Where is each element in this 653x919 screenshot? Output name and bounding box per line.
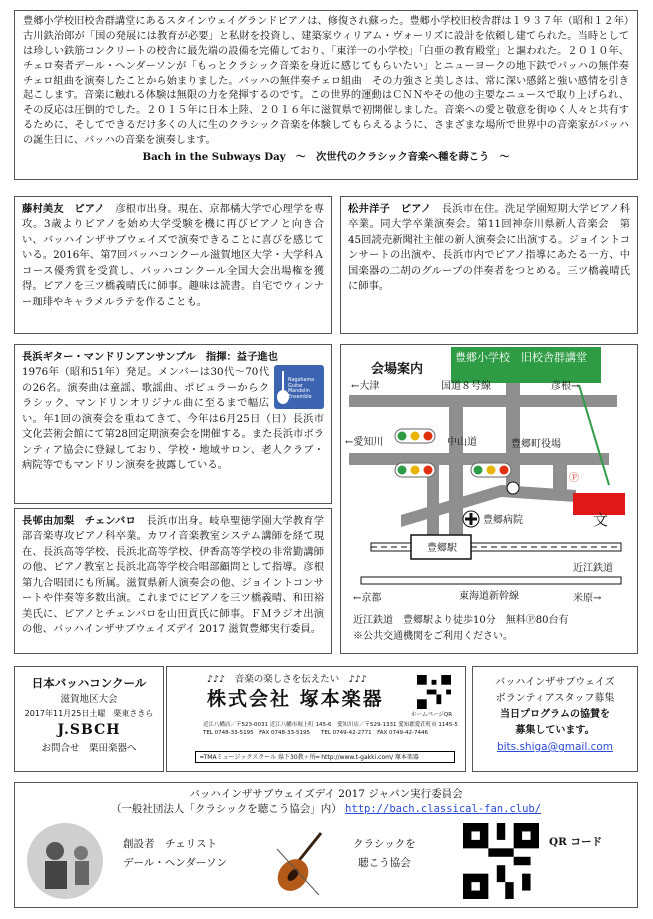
sponsor-contact: お問合せ 栗田楽器へ [41,742,137,754]
performer-name: 藤村美友 ピアノ [22,203,105,215]
sponsor-bach-concours [14,666,164,772]
venue-map [340,344,638,654]
performer-bio: 長浜市在住。洗足学園短期大学ピアノ科卒業。同大学卒業演奏会。第11回神奈川県新人音楽会 第45回読売新聞社主催の新人演奏会に出演する。ジョイントコンサートの出演や、長浜市内でピアノ指導にあたる一方、中国楽器の二胡のグループの伴奏者をつとめる。三ツ橋義晴氏に師事。 [348,203,630,293]
sponsor-phone: TEL 0748-33-5195 FAX 0748-33-5195 TEL 0749-42-2771 FAX 0749-42-7446 [203,730,429,737]
volunteer-line: ボランティアスタッフ募集 [495,693,615,704]
performer-ensemble [14,344,332,504]
map-note: ※公共交通機関をご利用ください。 [353,631,513,642]
sponsor-title: 日本バッハコンクール [31,676,147,690]
traffic-light-icon [395,463,435,477]
hospital-icon [463,511,479,527]
map-label-hikone: 彦根→ [551,381,580,392]
map-label-route8: 国道８号線 [441,381,491,392]
sponsor-qr-label: ホームページQR [411,712,453,718]
committee-url-link[interactable]: http://bach.classical-fan.club/ [345,803,542,816]
performer-name: 松井洋子 ピアノ [348,203,432,215]
sponsor-tsukamoto [166,666,466,772]
qr-code-icon [417,675,451,709]
map-label-omi-rail: 近江鉄道 [573,563,613,574]
sponsor-school-bar: ━TMAミュージックスクール 県下30教ヶ所━ http://www.t-gakki.com/ 塚本楽器 [195,751,455,763]
performer-bio: 彦根市出身。現在、京都橘大学で心理学を専攻。3歳よりピアノを始め大学受験を機に再びピアノと向き合い、バッハインザサブウェイズで演奏できることに喜びを感じている。2016年、第7回バッハコンクール滋賀地区大学・大学科Ａコース優秀賞を受賞し、バッハコンクール全国大会出場権を獲得。ピアノを三ツ橋義晴氏に師事。趣味は読書。自宅でウィンナー珈琲やキャラメルラテを作ることも。 [22,203,325,308]
committee-org: （一般社団法人「クラシックを聴こう協会」内） [110,803,342,816]
volunteer-line: 当日プログラムの協賛を [500,709,610,720]
volunteer-line: バッハインザサブウェイズ [495,677,615,688]
map-label-otsu: ←大津 [351,381,380,392]
performer-name: 長邨由加梨 チェンバロ [22,515,136,527]
sponsor-tagline: ♪♪♪ 音楽の楽しさを伝えたい ♪♪♪ [207,674,367,685]
performer-nagahara [14,508,332,654]
founder-name: デール・ヘンダーソン [123,856,227,869]
map-label-maibara: 米原→ [573,593,602,604]
founder-photo [25,821,105,901]
map-label-station: 豊郷駅 [427,543,457,554]
sponsor-logo: J.SBCH [57,721,121,738]
map-access: 近江鉄道 豊郷駅より徒歩10分 無料Ⓟ80台有 [353,615,569,626]
contact-email-link[interactable]: bits.shiga@gmail.com [496,741,614,753]
performer-name: 長浜ギター・マンドリンアンサンブル 指揮：益子進也 [22,351,278,363]
map-label-shinkansen: 東海道新幹線 [459,591,519,602]
traffic-light-icon [471,463,511,477]
performer-bio: 長浜市出身。岐阜聖徳学園大学教育学部音楽専攻ピアノ科卒業。カワイ音楽教室システム講師を経て現在、長浜高等学校、長浜北高等学校、伊香高等学校の非常勤講師の他、ピアノ教室と長浜北高等学校合唱部顧問として指導。彦根第九合唱団にも所属。滋賀県新人演奏会の他、ジョイントコンサートや伴奏等多数出演。これまでにピアノを三ツ橋義晴、和田裕美氏に、ピアノとチェンバロを山田貢氏に師事。ＦＭラジオ出演の他、バッハインザサブウェイズデイ 2017 滋賀豊郷実行委員。 [22,515,325,636]
performer-matsui [340,196,638,334]
parking-icon: Ⓟ [569,473,579,484]
sponsor-address: 近江八幡店／〒523-0031 近江八幡市堀上町 145-6 愛知川店／〒529-1331 愛知郡愛荘町市 1145-5 [203,722,458,728]
violin-icon [269,829,329,899]
footer-committee [14,782,638,908]
ensemble-logo-text: Nagahama Guitar Mandolin Ensemble [288,378,315,400]
map-label-kyoto: ←京都 [353,593,382,604]
map-label-aichigawa: ←愛知川 [345,437,384,448]
traffic-light-icon [395,429,435,443]
venue-label: 豊郷小学校 旧校舎群講堂 [455,351,587,364]
association-name: クラシックを [353,838,416,850]
map-drawing [341,345,636,652]
map-heading: 会場案内 [371,362,424,377]
association-name: 聴こう協会 [358,856,411,869]
performer-bio: 1976年（昭和51年）発足。メンバーは30代～70代の26名。演奏曲は童謡、歌謡曲、ポピュラーからクラシック、マンドリンオリジナル曲に至るまで幅広い。年1回の演奏会を重ねてきて、今年は6月25日（日）長浜市文化芸術会館にて第28回定期演奏会を開催する。また長浜市ボランティア協会に登録しており、学校・地域サロン、老人クラブ・病院等でもマンドリン演奏を披露している。 [22,366,324,472]
volunteer-box [472,666,638,772]
founder-title: 創設者 チェリスト [123,838,217,850]
map-label-hospital: 豊郷病院 [483,515,523,526]
intro-tagline: Bach in the Subways Day ～ 次世代のクラシック音楽へ種を蒔こう ～ [142,151,510,164]
sponsor-date: 2017年11月25日土曜 栗東さきら [24,708,154,718]
ensemble-logo [274,365,324,409]
map-label-town-office: 豊郷町役場 [511,439,561,450]
qr-label: QR コード [549,836,603,848]
intro-paragraph: 豊郷小学校旧校舎群講堂にあるスタインウェイグランドピアノは、修復され蘇った。豊郷小学校旧校舎群は１９３７年（昭和１２年）古川鉄治郎が「国の発展には教育が必要」と私財を投資し、建築家ウィリアム・ヴォーリズに設計を依頼し建てられた。当時としては珍しい鉄筋コンクリートの校舎に最先端の設備を完備しており、「東洋一の小学校」「白亜の教育殿堂」と謳われた。２０１０年、チェロ奏者デール・ヘンダーソンが「もっとクラシック音楽を身近に感じてもらいたい」とニューヨークの地下鉄でバッハの無伴奏チェロ組曲を演奏したことから始まりました。バッハの無伴奏チェロ組曲 その力強さと美しさは、常に深い感銘と強い感情を引き起こします。音楽に触れる体験は無限の力を発揮するのです。この世界的運動はＣＮＮやその他の主要なニュースで取り上げられ、その反応は圧倒的でした。２０１５年に日本上陸、２０１６年に滋賀県で初開催しました。音楽への愛と敬意を街ゆく人々と共有するために、そしてできるだけ多くの人に生のクラシック音楽を体験してもらえるように、さまざまな場所で世界中の音楽家がバッハの誕生日に、バッハの音楽を演奏します。 [23,16,629,147]
committee-name: バッハインザサブウェイズデイ 2017 ジャパン実行委員会 [189,788,463,800]
town-office-marker [507,482,519,494]
shinkansen-line [361,577,621,584]
school-icon: 文 [593,511,609,529]
map-label-nakasendo: 中山道 [447,437,477,448]
intro-box [14,10,638,180]
qr-code-icon [463,823,539,899]
sponsor-company: 株式会社 塚本楽器 [207,688,384,710]
performer-fujimura [14,196,332,334]
sponsor-region: 滋賀地区大会 [60,693,118,705]
volunteer-line: 募集しています。 [515,725,595,736]
